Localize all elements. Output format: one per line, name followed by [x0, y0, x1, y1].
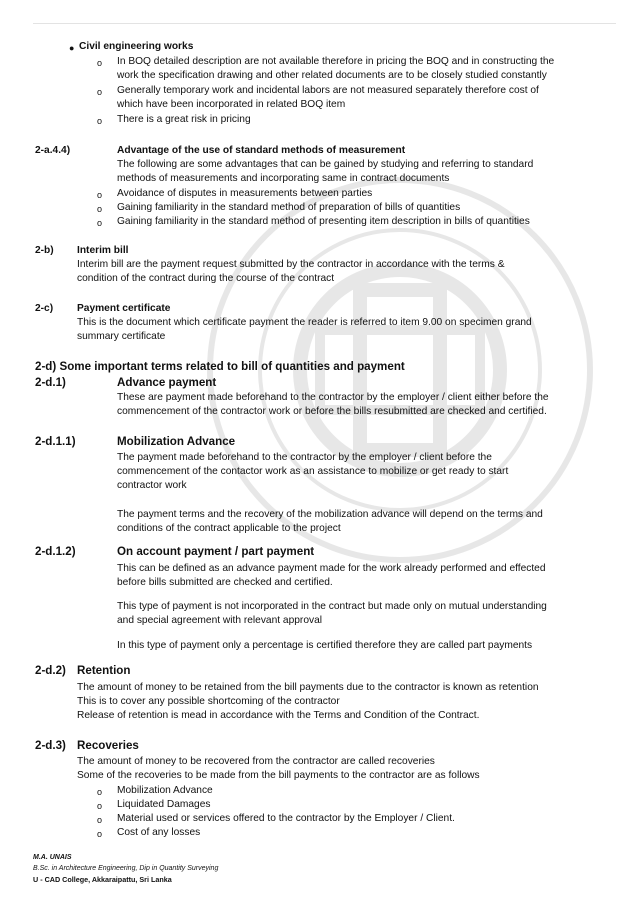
section-heading: 2-d) Some important terms related to bill of quantities and payment — [35, 360, 405, 373]
section-heading: Advance payment — [117, 376, 217, 389]
paragraph-line: The amount of money to be retained from the bill payments due to the contractor is known as retention — [77, 682, 539, 693]
list-item-line: Gaining familiarity in the standard method of presenting item description in bills of quantities — [117, 216, 530, 227]
section-number: 2-d.1.1) — [35, 435, 76, 448]
section-heading: On account payment / part payment — [117, 545, 315, 558]
circle-bullet-icon: o — [97, 829, 103, 839]
paragraph-line: This is the document which certificate payment the reader is referred to item 9.00 on specimen grand — [77, 317, 532, 328]
list-item-line: Avoidance of disputes in measurements between parties — [117, 188, 373, 199]
list-item-line: work the specification drawing and other related documents are to be closely studied constantly — [117, 70, 547, 81]
list-item-line: There is a great risk in pricing — [117, 114, 251, 125]
paragraph-line: methods of measurements and incorporating same in contract documents — [117, 173, 450, 184]
circle-bullet-icon: o — [97, 204, 103, 214]
paragraph-line: The amount of money to be recovered from the contractor are called recoveries — [77, 756, 435, 767]
section-heading: Mobilization Advance — [117, 435, 236, 448]
paragraph-line: commencement of the contactor work as an assistance to mobilize or get ready to start — [117, 466, 509, 477]
list-item-line: Material used or services offered to the contractor by the Employer / Client. — [117, 813, 455, 824]
paragraph-line: Some of the recoveries to be made from the bill payments to the contractor are as follows — [77, 770, 480, 781]
paragraph-line: contractor work — [117, 480, 187, 491]
section-heading: Advantage of the use of standard methods of measurement — [117, 145, 406, 156]
section-heading: Civil engineering works — [79, 41, 194, 52]
author-qualification: B.Sc. in Architecture Engineering, Dip in Quantity Surveying — [33, 865, 219, 872]
circle-bullet-icon: o — [97, 787, 103, 797]
circle-bullet-icon: o — [97, 218, 103, 228]
bullet-icon: ● — [69, 43, 75, 53]
section-number: 2-d.2) — [35, 664, 66, 677]
list-item-line: Mobilization Advance — [117, 785, 213, 796]
list-item-line: In BOQ detailed description are not available therefore in pricing the BOQ and in constructing the — [117, 56, 555, 67]
section-number: 2-d.1.2) — [35, 545, 76, 558]
paragraph-line: and special agreement with relevant approval — [117, 615, 323, 626]
paragraph-line: In this type of payment only a percentage is certified therefore they are called part payments — [117, 640, 533, 651]
paragraph-line: Release of retention is mead in accordance with the Terms and Condition of the Contract. — [77, 710, 480, 721]
section-number: 2-c) — [35, 303, 54, 314]
list-item-line: Gaining familiarity in the standard method of preparation of bills of quantities — [117, 202, 461, 213]
section-number: 2-d.1) — [35, 376, 66, 389]
circle-bullet-icon: o — [97, 801, 103, 811]
section-heading: Retention — [77, 664, 131, 677]
section-heading: Payment certificate — [77, 303, 171, 314]
list-item-line: Cost of any losses — [117, 827, 201, 838]
circle-bullet-icon: o — [97, 87, 103, 97]
list-item-line: Liquidated Damages — [117, 799, 211, 810]
circle-bullet-icon: o — [97, 58, 103, 68]
paragraph-line: conditions of the contract applicable to the project — [117, 523, 341, 534]
paragraph-line: The payment made beforehand to the contractor by the employer / client before the — [117, 452, 492, 463]
section-heading: Interim bill — [77, 245, 129, 256]
paragraph-line: This is to cover any possible shortcoming of the contractor — [77, 696, 340, 707]
author-name: M.A. UNAIS — [33, 854, 72, 861]
paragraph-line: These are payment made beforehand to the contractor by the employer / client either before the — [117, 392, 549, 403]
paragraph-line: This type of payment is not incorporated in the contract but made only on mutual understanding — [117, 601, 547, 612]
paragraph-line: The following are some advantages that can be gained by studying and referring to standard — [117, 159, 534, 170]
list-item-line: which have been incorporated in related BOQ item — [117, 99, 346, 110]
college-name: U - CAD College, Akkaraipattu, Sri Lanka — [33, 875, 172, 884]
header-rule — [33, 23, 616, 24]
circle-bullet-icon: o — [97, 815, 103, 825]
list-item-line: Generally temporary work and incidental labors are not measured separately therefore cost of — [117, 85, 539, 96]
paragraph-line: The payment terms and the recovery of the mobilization advance will depend on the terms and — [117, 509, 543, 520]
circle-bullet-icon: o — [97, 116, 103, 126]
paragraph-line: condition of the contract during the course of the contract — [77, 273, 335, 284]
paragraph-line: Interim bill are the payment request submitted by the contractor in accordance with the terms & — [77, 259, 505, 270]
page-footer — [33, 852, 218, 885]
section-heading: Recoveries — [77, 739, 139, 752]
section-number: 2-d.3) — [35, 739, 66, 752]
paragraph-line: summary certificate — [77, 331, 166, 342]
paragraph-line: This can be defined as an advance payment made for the work already performed and effected — [117, 563, 546, 574]
section-number: 2-a.4.4) — [35, 145, 71, 156]
section-number: 2-b) — [35, 245, 54, 256]
paragraph-line: commencement of the contractor work or before the bills resubmitted are checked and certified. — [117, 406, 547, 417]
paragraph-line: before bills submitted are checked and certified. — [117, 577, 333, 588]
circle-bullet-icon: o — [97, 190, 103, 200]
